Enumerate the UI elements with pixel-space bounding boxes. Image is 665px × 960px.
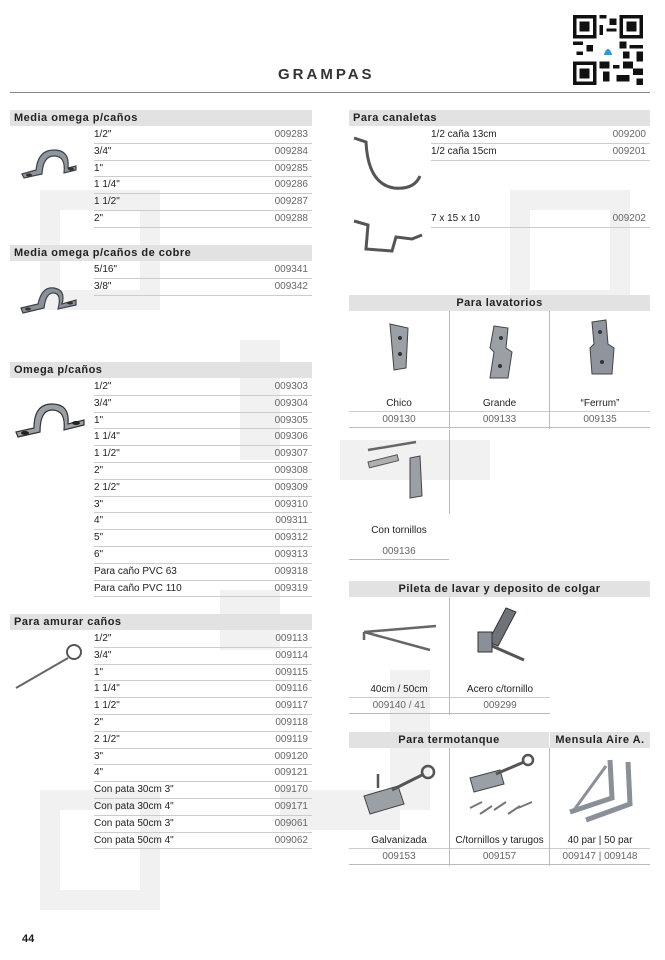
size-cell: 5"	[94, 532, 104, 544]
size-cell: 1"	[94, 666, 104, 678]
section-header-media-omega: Media omega p/caños	[10, 110, 312, 126]
code-cell: 009117	[275, 700, 308, 712]
table-row	[94, 749, 312, 766]
section-header-omega: Omega p/caños	[10, 362, 312, 378]
sink-bracket-small-icon	[380, 320, 420, 372]
table-row	[94, 144, 312, 161]
section-header-termotanque: Para termotanque	[349, 732, 549, 748]
product-label: “Ferrum”	[550, 396, 650, 412]
table-row	[431, 144, 650, 161]
code-cell: 009287	[274, 196, 308, 208]
table-row	[94, 413, 312, 430]
air-conditioner-bracket-icon	[560, 752, 642, 824]
code-cell: 009305	[274, 414, 308, 426]
size-cell: 7 x 15 x 10	[431, 213, 480, 224]
sink-bracket-large-icon	[480, 322, 520, 382]
gutter-bracket-square-icon	[350, 215, 425, 260]
table-row	[94, 816, 312, 833]
product-label: Con tornillos	[371, 525, 427, 536]
table-row	[94, 127, 312, 144]
code-cell: 009342	[274, 280, 308, 292]
size-cell: 1 1/4"	[94, 179, 120, 191]
size-cell: 3"	[94, 750, 104, 762]
size-cell: 2"	[94, 716, 104, 728]
section-header-lavatorios: Para lavatorios	[349, 295, 650, 311]
code-cell: 009202	[612, 213, 646, 224]
product-label: Galvanizada	[349, 833, 449, 849]
product-label: C/tornillos y tarugos	[450, 833, 549, 849]
table-row	[94, 547, 312, 564]
product-code: 009140 / 41	[349, 698, 449, 714]
code-cell: 009311	[275, 515, 308, 527]
code-cell: 009306	[274, 431, 308, 443]
size-cell: 2"	[94, 464, 104, 476]
table-row	[94, 177, 312, 194]
size-cell: 1 1/4"	[94, 431, 120, 443]
product-code: 009299	[450, 698, 550, 714]
code-cell: 009303	[274, 381, 308, 392]
table-row	[94, 732, 312, 749]
title-rule	[10, 92, 650, 93]
table-row	[94, 631, 312, 648]
size-cell: 1/2"	[94, 129, 112, 140]
size-cell: 1 1/4"	[94, 683, 120, 695]
omega-clamp-icon	[12, 392, 88, 444]
code-cell: 009118	[275, 716, 308, 728]
size-cell: Para caño PVC 63	[94, 565, 177, 577]
table-row	[94, 279, 312, 296]
product-label: Grande	[450, 396, 549, 412]
table-row	[94, 530, 312, 547]
size-cell: 1 1/2"	[94, 196, 120, 208]
size-cell: Con pata 30cm 4"	[94, 800, 174, 812]
size-cell: Con pata 30cm 3"	[94, 784, 174, 796]
size-cell: 4"	[94, 767, 104, 779]
section-header-mensula: Mensula Aire A.	[550, 732, 650, 748]
table-row	[94, 782, 312, 799]
size-cell: 1/2"	[94, 633, 112, 644]
qr-code-icon	[573, 15, 643, 85]
table-row	[94, 765, 312, 782]
table-row	[94, 262, 312, 279]
table-row	[94, 480, 312, 497]
size-cell: Con pata 50cm 3"	[94, 817, 174, 829]
copper-half-omega-clamp-icon	[18, 278, 80, 318]
size-cell: 3/8"	[94, 280, 112, 292]
code-cell: 009286	[274, 179, 308, 191]
code-cell: 009121	[274, 767, 308, 779]
table-row	[94, 833, 312, 850]
product-label: 40 par | 50 par	[550, 833, 650, 849]
table-row	[94, 698, 312, 715]
size-cell: 1/2 caña 13cm	[431, 129, 497, 140]
size-cell: 3/4"	[94, 397, 112, 409]
code-cell: 009201	[612, 145, 646, 157]
table-row	[94, 379, 312, 396]
code-cell: 009288	[274, 212, 308, 224]
code-cell: 009309	[274, 481, 308, 493]
half-omega-clamp-icon	[18, 140, 80, 185]
product-code: 009147 | 009148	[550, 849, 650, 865]
size-cell: 1"	[94, 162, 104, 174]
product-code: 009157	[450, 849, 549, 865]
code-cell: 009171	[274, 800, 308, 812]
code-cell: 009310	[274, 498, 308, 510]
page-number: 44	[22, 933, 35, 945]
product-code: 009130	[349, 412, 449, 428]
table-row	[94, 581, 312, 598]
code-cell: 009284	[274, 145, 308, 157]
code-cell: 009304	[274, 397, 308, 409]
size-cell: 2 1/2"	[94, 481, 120, 493]
size-cell: 1/2"	[94, 381, 112, 392]
code-cell: 009307	[274, 448, 308, 460]
size-cell: 3"	[94, 498, 104, 510]
code-cell: 009170	[274, 784, 308, 796]
size-cell: 1 1/2"	[94, 448, 120, 460]
table-row	[431, 211, 650, 228]
code-cell: 009308	[274, 464, 308, 476]
code-cell: 009120	[274, 750, 308, 762]
table-row	[94, 513, 312, 530]
code-cell: 009283	[274, 129, 308, 140]
code-cell: 009116	[275, 683, 308, 695]
product-label: Acero c/tornillo	[450, 682, 550, 698]
product-code: 009133	[450, 412, 549, 428]
table-row	[94, 564, 312, 581]
table-row	[431, 127, 650, 144]
size-cell: 1"	[94, 414, 104, 426]
size-cell: 5/16"	[94, 264, 118, 275]
code-cell: 009319	[274, 582, 308, 594]
size-cell: 4"	[94, 515, 104, 527]
section-header-pileta: Pileta de lavar y deposito de colgar	[349, 581, 650, 597]
table-row	[94, 463, 312, 480]
size-cell: 6"	[94, 548, 104, 560]
product-code: 009135	[550, 412, 650, 428]
code-cell: 009341	[274, 264, 308, 275]
bracket-with-screws-icon	[360, 436, 440, 504]
table-row	[94, 446, 312, 463]
table-row	[94, 429, 312, 446]
table-row	[94, 665, 312, 682]
code-cell: 009312	[274, 532, 308, 544]
code-cell: 009062	[274, 834, 308, 846]
size-cell: 1/2 caña 15cm	[431, 145, 497, 157]
section-header-media-omega-cobre: Media omega p/caños de cobre	[10, 245, 312, 261]
steel-hook-with-screw-icon	[468, 602, 532, 666]
table-row	[94, 161, 312, 178]
table-row	[94, 648, 312, 665]
code-cell: 009318	[274, 565, 308, 577]
divider	[449, 430, 450, 514]
wall-pipe-hook-icon	[12, 640, 88, 692]
table-row	[94, 799, 312, 816]
size-cell: 3/4"	[94, 145, 112, 157]
table-row	[94, 681, 312, 698]
code-cell: 009119	[275, 733, 308, 745]
section-header-amurar: Para amurar caños	[10, 614, 312, 630]
code-cell: 009285	[274, 162, 308, 174]
size-cell: 2 1/2"	[94, 733, 120, 745]
code-cell: 009115	[275, 666, 308, 678]
table-row	[94, 715, 312, 732]
table-row	[94, 497, 312, 514]
gutter-bracket-round-icon	[350, 132, 425, 197]
product-label: 40cm / 50cm	[349, 682, 449, 698]
size-cell: 3/4"	[94, 649, 112, 661]
water-heater-kit-icon	[460, 752, 542, 822]
sink-bracket-ferrum-icon	[580, 318, 620, 378]
code-cell: 009114	[275, 649, 308, 661]
page-title: GRAMPAS	[278, 66, 375, 83]
water-heater-bracket-icon	[358, 760, 440, 820]
section-header-canaletas: Para canaletas	[349, 110, 650, 126]
size-cell: Para caño PVC 110	[94, 582, 182, 594]
product-label: Chico	[349, 396, 449, 412]
table-row	[94, 211, 312, 228]
size-cell: 2"	[94, 212, 104, 224]
code-cell: 009200	[612, 129, 646, 140]
sink-support-bracket-icon	[360, 618, 440, 658]
code-cell: 009113	[275, 633, 308, 644]
product-code: 009153	[349, 849, 449, 865]
table-row	[94, 194, 312, 211]
code-cell: 009313	[274, 548, 308, 560]
size-cell: 1 1/2"	[94, 700, 120, 712]
size-cell: Con pata 50cm 4"	[94, 834, 174, 846]
product-code: 009136	[349, 544, 449, 560]
code-cell: 009061	[274, 817, 308, 829]
table-row	[94, 396, 312, 413]
